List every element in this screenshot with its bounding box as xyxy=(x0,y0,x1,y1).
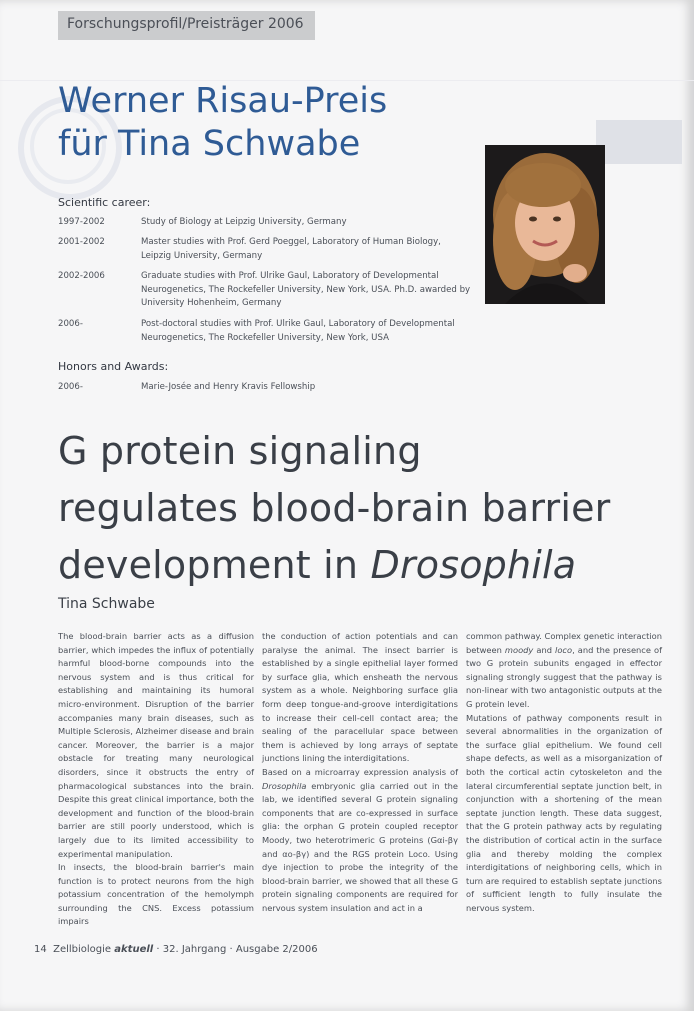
headline-line3: development in xyxy=(58,543,371,587)
body-paragraph xyxy=(262,766,458,916)
body-text: Based on a microarray expression analysis of xyxy=(262,766,458,777)
body-text: embryonic glia carried out in the lab, we identified several G protein signaling components that are co-expressed in surface glia: the orphan G protein coupled receptor Moody, two heterotrimeric G proteins (Gαi-βγ and αo-βγ) and the RGS protein Loco. Using dye injection to probe the integrity of the blood-brain barrier, we showed that all these G protein signaling components are required for nervous system insulation and act in a xyxy=(262,780,458,913)
career-year: 1997-2002 xyxy=(58,217,105,227)
award-title xyxy=(58,80,387,166)
page-footer xyxy=(34,944,318,955)
portrait-photo xyxy=(485,145,605,304)
headline-line1: G protein signaling xyxy=(58,429,422,473)
body-text: common pathway. Complex genetic interaction between xyxy=(466,631,662,655)
career-text: Post-doctoral studies with Prof. Ulrike Gaul, Laboratory of Developmental Neurogenetics, The Rockefeller University, New York, USA xyxy=(141,319,455,343)
career-year: 2002-2006 xyxy=(58,271,105,281)
journal-name: Zellbiologie xyxy=(53,944,115,955)
body-italic: Drosophila xyxy=(262,780,307,791)
honors-text: Marie-Josée and Henry Kravis Fellowship xyxy=(141,382,316,392)
page-number: 14 xyxy=(34,944,47,955)
career-year: 2001-2002 xyxy=(58,237,105,247)
portrait-image xyxy=(485,145,605,304)
career-text: Graduate studies with Prof. Ulrike Gaul, Laboratory of Developmental Neurogenetics, The Rockefeller University, New York, USA. Ph.D. awarded by University Hohenheim, Germany xyxy=(141,271,471,308)
body-paragraph: Mutations of pathway components result in several abnormalities in the organization of the surface glial epithelium. We found cell shape defects, as well as a misorganization of both the cortical actin cytoskeleton and the lateral circumferential septate junction belt, in conjunction with a shortening of the mean septate junction length. These data suggest, that the G protein pathway acts by regulating the distribution of cortical actin in the surface glia and thereby molding the complex interdigitations of neighboring cells, which in turn are required to establish septate junctions of sufficient length to fully insulate the nervous system. xyxy=(466,712,662,913)
headline-line2: regulates blood-brain barrier xyxy=(58,486,611,530)
body-paragraph xyxy=(466,630,662,712)
body-paragraph: The blood-brain barrier acts as a diffusion barrier, which impedes the influx of potentially harmful blood-borne compounds into the nervous system and is thus critical for establishing and maintaining its humoral micro-environment. Disruption of the barrier accompanies many brain diseases, such as Multiple Sclerosis, Alzheimer disease and brain cancer. Moreover, the barrier is a major obstacle for treating many neurological disorders, since it obstructs the entry of pharmacological substances into the brain. Despite this great clinical importance, both the development and function of the blood-brain barrier are still poorly understood, which is largely due to its limited accessibility to experimental manipulation. xyxy=(58,631,254,859)
award-title-line1: Werner Risau-Preis xyxy=(58,81,388,121)
career-text: Master studies with Prof. Gerd Poeggel, Laboratory of Human Biology, Leipzig University, Germany xyxy=(141,237,441,261)
headline-italic-organism: Drosophila xyxy=(370,543,577,587)
section-header-tab xyxy=(58,11,315,40)
career-year: 2006- xyxy=(58,319,83,329)
journal-issue: · 32. Jahrgang · Ausgabe 2/2006 xyxy=(153,944,318,955)
honors-heading: Honors and Awards: xyxy=(58,360,169,373)
body-paragraph: In insects, the blood-brain barrier's main function is to protect neurons from the high potassium concentration of the hemolymph surrounding the CNS. Excess potassium impairs xyxy=(58,862,254,927)
article-column-3 xyxy=(466,630,662,915)
body-text: and xyxy=(533,644,556,655)
article-column-1 xyxy=(58,630,254,929)
article-headline xyxy=(58,423,610,594)
background-logo-graphic xyxy=(596,120,682,164)
article-column-2 xyxy=(262,630,458,915)
award-title-line2: für Tina Schwabe xyxy=(58,124,361,164)
career-heading: Scientific career: xyxy=(58,196,151,209)
body-italic: loco xyxy=(555,644,573,655)
career-text: Study of Biology at Leipzig University, Germany xyxy=(141,217,347,227)
honors-year: 2006- xyxy=(58,382,83,392)
journal-name-emphasis: aktuell xyxy=(114,944,154,955)
body-text: , and the presence of two G protein subunits engaged in effector signaling strongly suggest that the pathway is non-linear with two antagonistic outputs at the G protein level. xyxy=(466,644,663,709)
article-author: Tina Schwabe xyxy=(58,596,155,612)
body-italic: moody xyxy=(504,644,534,655)
body-paragraph: the conduction of action potentials and can paralyse the animal. The insect barrier is established by a single epithelial layer formed by surface glia, which ensheath the nervous system as a whole. Neighboring surface glia form deep tongue-and-groove interdigitations to increase their cell-cell contact area; the sealing of the paracellular space between them is achieved by long arrays of septate junctions lining the interdigitations. xyxy=(262,631,458,764)
section-header-label: Forschungsprofil/Preisträger 2006 xyxy=(67,16,304,32)
